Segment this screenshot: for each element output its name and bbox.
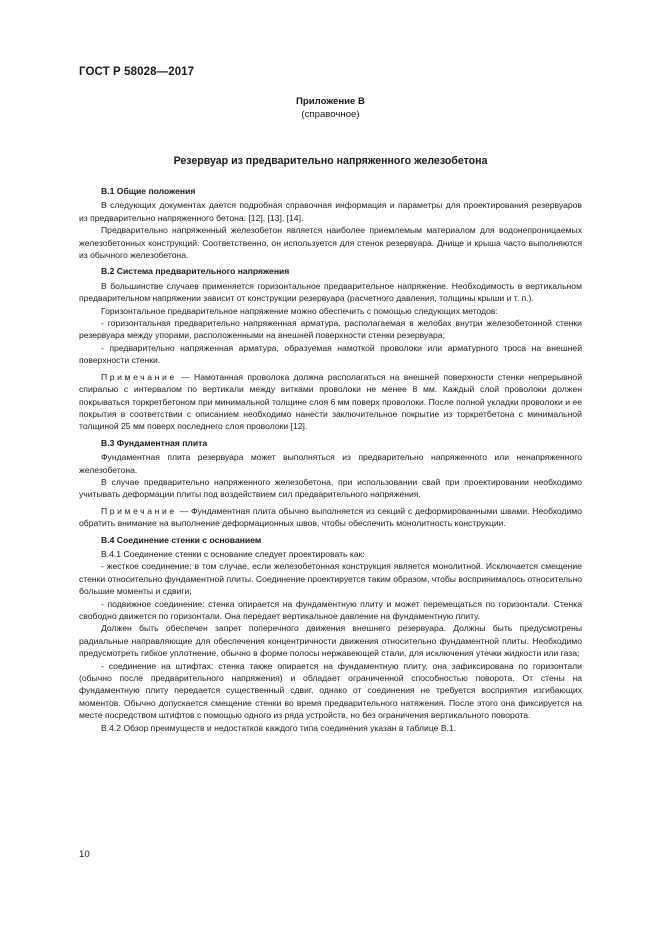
document-header: ГОСТ Р 58028—2017: [79, 66, 195, 78]
paragraph: Предварительно напряженный железобетон является наиболее приемлемым материалом для водонепроницаемых железобетонных конструкций. Соответственно, он используется для стенок резервуара. Днище и крыша часто выполняются из обычного железобетона.: [79, 225, 582, 261]
paragraph: В следующих документах дается подробная справочная информация и параметры для проектирования резервуаров из предварительно напряженного бетона: [12], [13], [14].: [79, 200, 582, 223]
paragraph: В.4.2 Обзор преимуществ и недостатков каждого типа соединения указан в таблице В.1.: [101, 722, 457, 733]
list-item: - жесткое соединение: в том случае, если железобетонная конструкция является монолитной. Исключается смещение стенки относительно фундаментной плиты. Соединение проектируется таким образом, чтобы воспринималось относительно большие моменты и сдвиги;: [79, 561, 582, 597]
note: [79, 371, 582, 433]
paragraph: В.4.1 Соединение стенки с основание следует проектировать как:: [101, 548, 365, 559]
document-body: [79, 181, 582, 734]
section-heading-b2: В.2 Система предварительного напряжения: [101, 266, 290, 277]
note-label: Примечание: [101, 371, 177, 382]
section-heading-b4: В.4 Соединение стенки с основанием: [101, 534, 262, 545]
list-item: - подвижное соединение: стенка опирается на фундаментную плиту и может перемещаться по горизонтали. Стенка свободно движется по горизонтали. Она передает вертикальное давление на фундаментную плиту.: [79, 598, 582, 621]
list-item: - предварительно напряженная арматура, образуемая намоткой проволоки или арматурного троса на внешней поверхности стенки.: [79, 342, 582, 366]
annex-title: Резервуар из предварительно напряженного железобетона: [173, 155, 488, 167]
note: [79, 505, 582, 530]
paragraph: Фундаментная плита резервуара может выполняться из предварительно напряженного или ненапряженного железобетона.: [79, 452, 582, 475]
page-number: 10: [79, 849, 90, 860]
list-item: - соединение на штифтах: стенка также опирается на фундаментную плиту, она зафиксирована по горизонтали (обычно после предварительного напряжения) и обладает ограниченной способностью поворота. От стены на фундаментную плиту передается существенный сдвиг, однако от соединения не требуется восприятия изгибающих моментов. Обычно допускается смещение стенки во время предварительного натяжения. После этого она фиксируется на месте посредством штифтов с помощью одного из ряда устройств, но без ограничения вертикального поворота.: [79, 660, 582, 721]
section-heading-b1: В.1 Общие положения: [101, 186, 196, 196]
note-text: — Фундаментная плита обычно выполняется из секций с деформированными швами. Необходимо обратить внимание на выполнение деформационных швов, чтобы обеспечить монолитность конструкции.: [79, 505, 582, 529]
note-label: Примечание: [101, 505, 177, 516]
paragraph: Должен быть обеспечен запрет поперечного движения внешнего резервуара. Должны быть предусмотрены радиальные направляющие для обеспечения концентричности движения относительно фундаментной плиты. Необходимо предусмотреть гибкое уплотнение, обычно в форме полосы нержавеющей стали, для исключения утечки жидкости или газа;: [79, 623, 582, 659]
paragraph: В большинстве случаев применяется горизонтальное предварительное напряжение. Необходимость в вертикальном предварительном напряжении зависит от конструкции резервуара (расчетного давления, толщины крыши и т. п.).: [79, 280, 582, 304]
section-heading-b3: В.3 Фундаментная плита: [101, 437, 208, 448]
note-text: — Намотанная проволока должна располагаться на внешней поверхности стенки непрерывной спиралью с интервалом по вертикали между витками проволоки не менее 8 мм. Каждый слой проволоки должен покрываться торкретбетоном при минимальной толщине слоя 6 мм поверх проволоки. После полной укладки проволоки и ее покрытия в соответствии с описанием необходимо нанести заключительное покрытие из торкретбетона с минимальной толщиной 25 мм поверх последнего слоя проволоки [12].: [79, 371, 582, 432]
annex-kind: (справочное): [301, 109, 360, 120]
paragraph: В случае предварительно напряженного железобетона, при использовании свай при проектировании необходимо учитывать деформации плиты под воздействием сил предварительного напряжения.: [79, 476, 582, 500]
annex-name: Приложение В: [296, 96, 365, 107]
list-item: - горизонтальная предварительно напряженная арматура, располагаемая в желобах внутри железобетонной стенки резервуара между упорами, расположенными на внешней поверхности стенки резервуара;: [79, 318, 582, 341]
paragraph: Горизонтальное предварительное напряжение можно обеспечить с помощью следующих методов:: [101, 305, 498, 316]
